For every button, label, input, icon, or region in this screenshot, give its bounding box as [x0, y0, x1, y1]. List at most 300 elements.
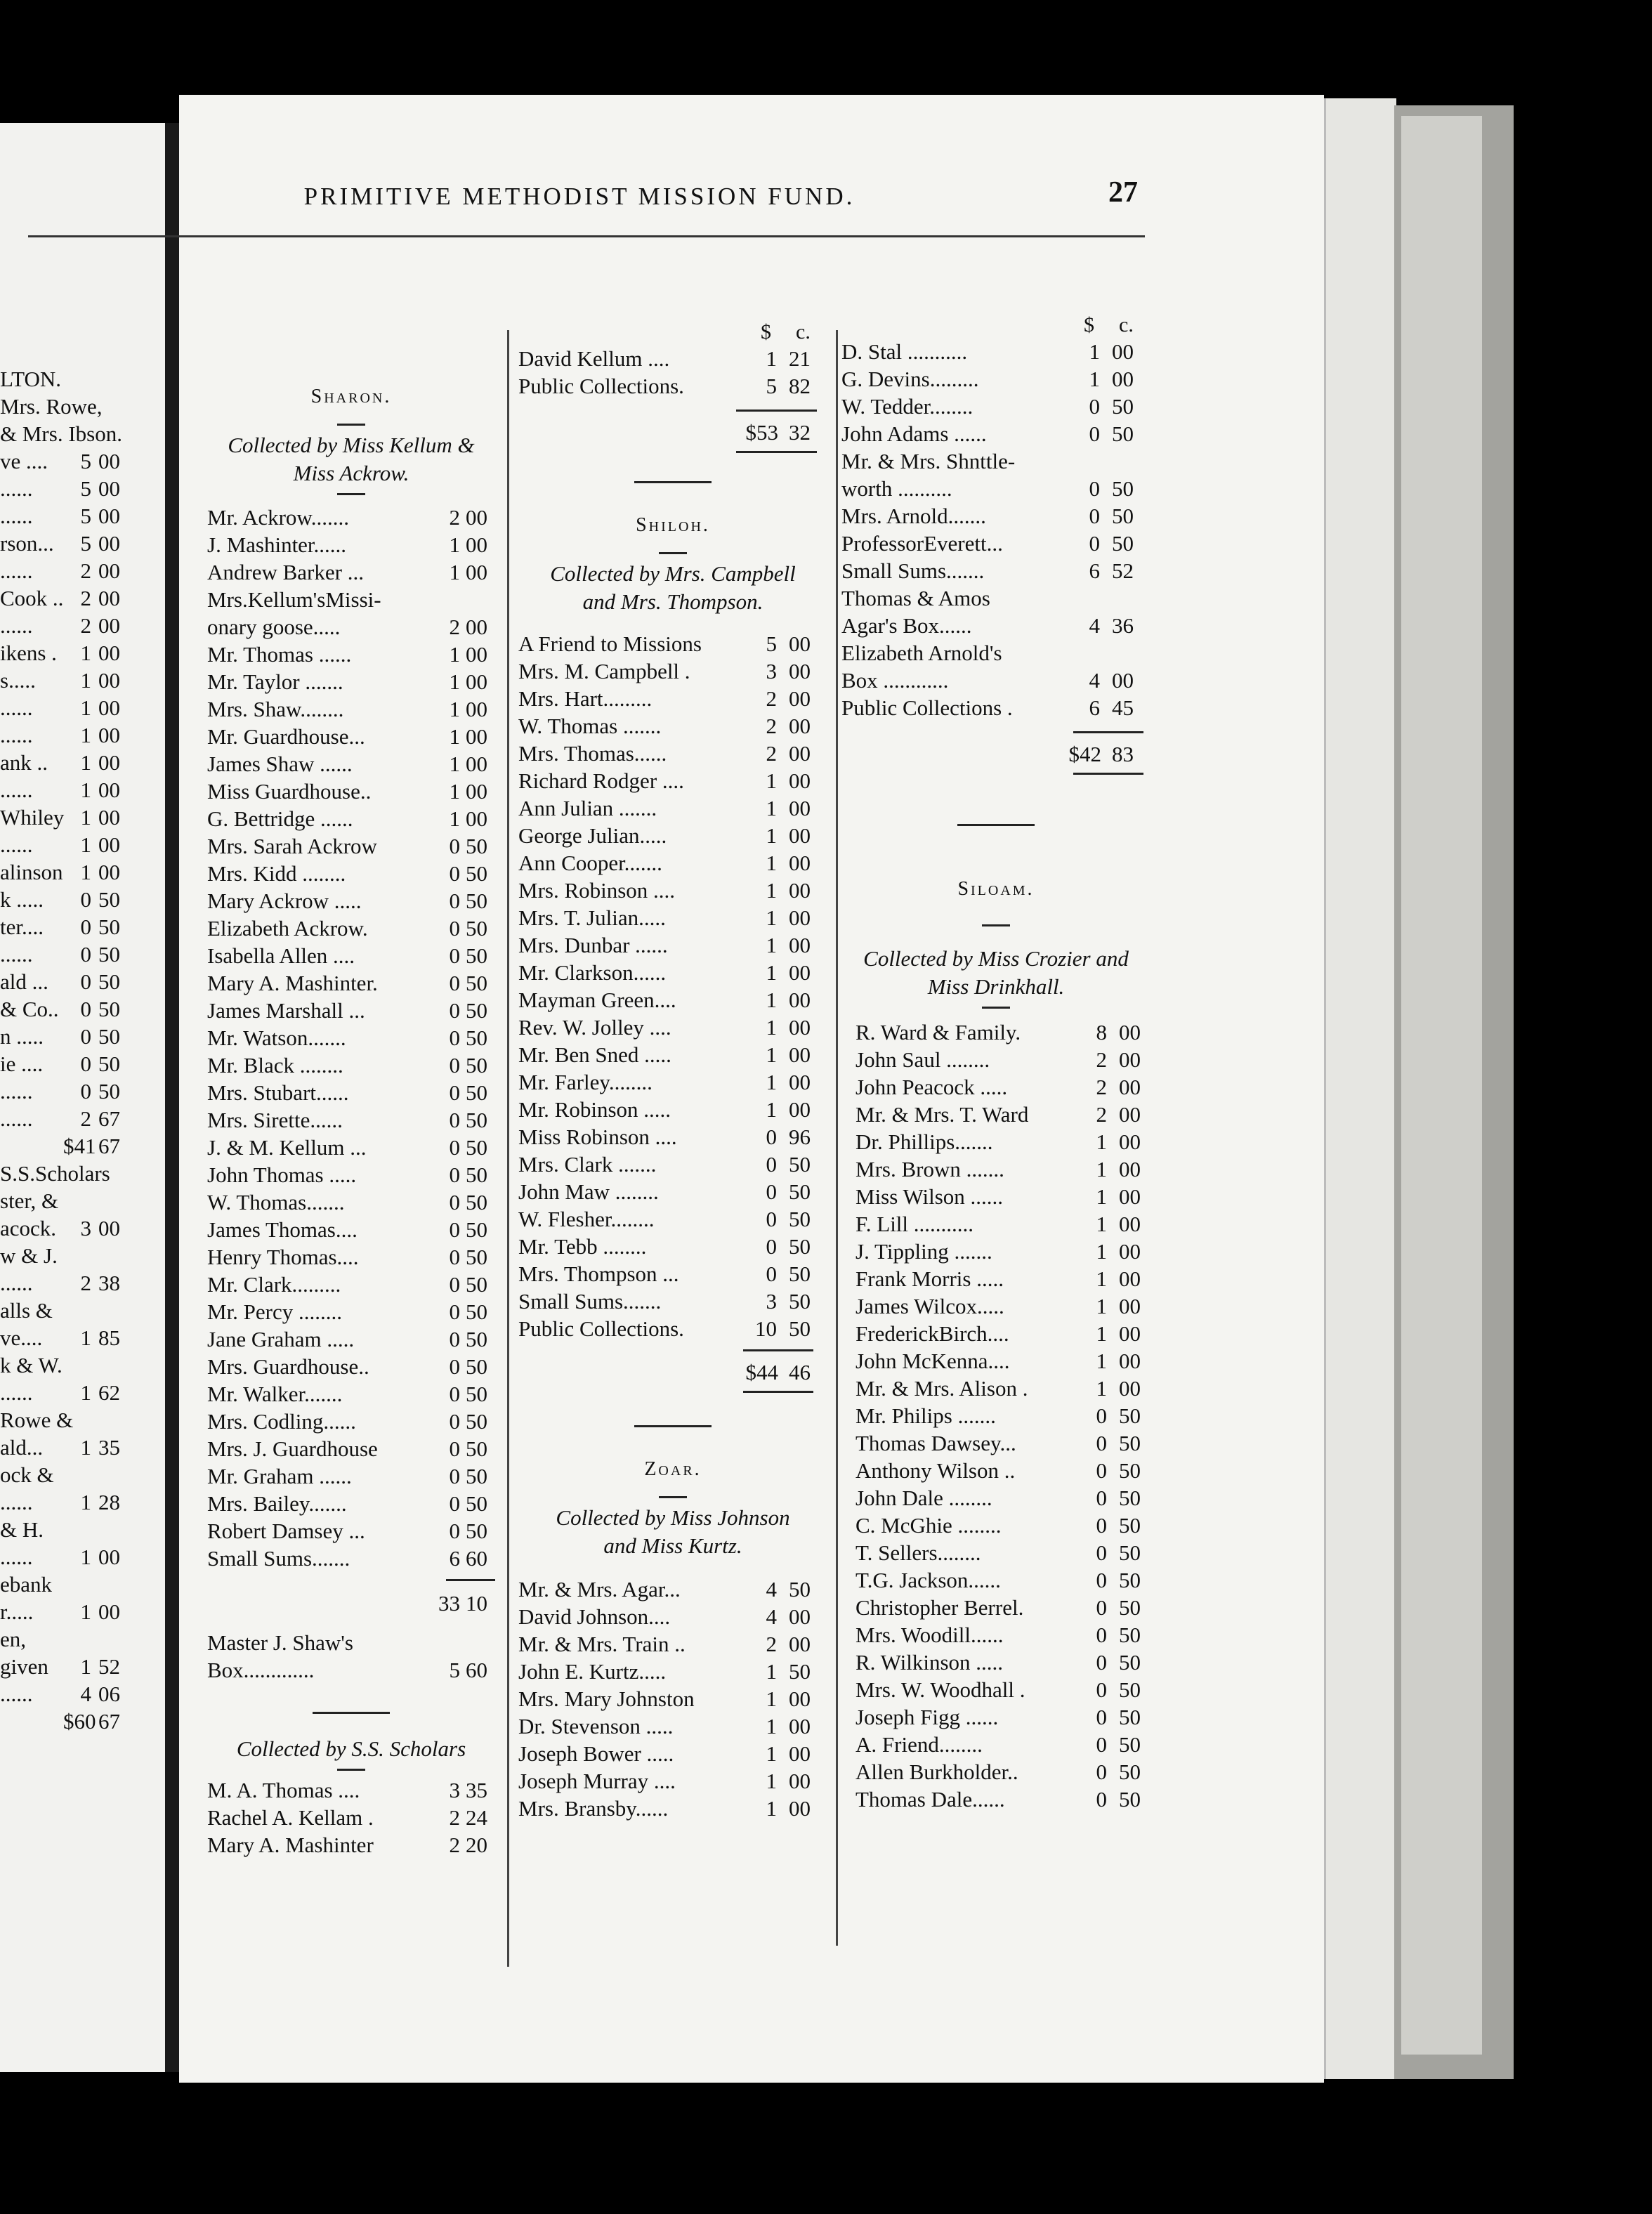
ledger-entry — [518, 849, 827, 877]
unit-dollar: $ — [761, 320, 771, 343]
entry-dollars: 0 — [449, 1217, 460, 1242]
entry-cents: 50 — [466, 1162, 487, 1187]
fragment-text: & Mrs. Ibson. — [0, 421, 122, 446]
entry-dollars: 1 — [1089, 339, 1100, 364]
fragment-cents: 00 — [98, 586, 120, 610]
entry-cents: 00 — [789, 960, 811, 985]
fragment-text: ...... — [0, 558, 33, 583]
ledger-entry — [207, 1079, 495, 1106]
ledger-entry — [855, 1649, 1150, 1676]
entry-name: Small Sums....... — [841, 558, 985, 583]
entry-name: J. Tippling ....... — [855, 1239, 992, 1264]
fragment-line — [0, 1379, 165, 1406]
sum-rule — [743, 1349, 813, 1351]
fragment-dollars: 1 — [80, 750, 91, 775]
ledger-entry — [207, 558, 495, 586]
ledger-entry — [207, 969, 495, 997]
ledger-entry — [207, 1024, 495, 1052]
ledger-entry — [207, 1380, 495, 1408]
entry-name: Mrs. Shaw........ — [207, 697, 344, 721]
ledger-entry — [841, 502, 1150, 530]
entry-cents: 00 — [466, 752, 487, 776]
entry-cents: 50 — [466, 1299, 487, 1324]
entry-name: Public Collections. — [518, 1316, 684, 1341]
ledger-entry — [518, 1096, 827, 1123]
fragment-cents: 00 — [98, 613, 120, 638]
fragment-line — [0, 1680, 165, 1708]
entry-name: Rachel A. Kellam . — [207, 1805, 374, 1830]
entry-cents: 21 — [789, 346, 811, 371]
units-header — [518, 320, 827, 345]
entry-dollars: 0 — [449, 1519, 460, 1543]
fragment-line — [0, 721, 165, 749]
fragment-text: w & J. — [0, 1243, 58, 1268]
entry-name: Jane Graham ..... — [207, 1327, 355, 1351]
entry-name: Mrs. Guardhouse.. — [207, 1354, 369, 1379]
entry-dollars: 0 — [1096, 1650, 1107, 1675]
entry-cents: 00 — [789, 1097, 811, 1122]
entry-name: Mrs. Brown ....... — [855, 1157, 1004, 1181]
entry-name: W. Thomas ....... — [518, 714, 662, 738]
entry-dollars: 0 — [1096, 1540, 1107, 1565]
collected-by-shiloh: Collected by Mrs. Campbell and Mrs. Thompson. — [550, 561, 796, 614]
fragment-cents: 00 — [98, 695, 120, 720]
entry-cents: 00 — [1119, 1239, 1141, 1264]
entry-dollars: 0 — [766, 1179, 777, 1204]
ledger-entry — [207, 586, 495, 613]
entry-cents: 00 — [789, 1015, 811, 1040]
entry-name: Mr. Clark......... — [207, 1272, 341, 1297]
entry-cents: 00 — [466, 560, 487, 584]
entry-dollars: 10 — [755, 1316, 777, 1341]
fragment-line — [0, 995, 165, 1023]
entry-dollars: 1 — [766, 851, 777, 875]
ledger-entry — [855, 1703, 1150, 1731]
fragment-line — [0, 1050, 165, 1077]
fragment-text: ock & — [0, 1462, 54, 1487]
short-rule — [337, 1769, 365, 1771]
entry-dollars: 1 — [1096, 1294, 1107, 1318]
ledger-entry — [841, 584, 1150, 612]
fragment-text: LTON. — [0, 367, 61, 391]
fragment-text: ...... — [0, 504, 33, 528]
ledger-entry — [855, 1566, 1150, 1594]
fragment-line — [0, 886, 165, 913]
entry-name: John Thomas ..... — [207, 1162, 357, 1187]
entry-name: Agar's Box...... — [841, 613, 972, 638]
fragment-cents: 67 — [98, 1709, 120, 1734]
fragment-dollars: 1 — [80, 1599, 91, 1624]
entry-name: Mrs. Kidd ........ — [207, 861, 346, 886]
ledger-entry — [207, 1298, 495, 1325]
fragment-text: en, — [0, 1627, 27, 1651]
fragment-text: S.S.Scholars — [0, 1161, 110, 1186]
sum-rule — [736, 451, 817, 453]
ledger-entry — [207, 750, 495, 778]
fragment-line — [0, 1187, 165, 1214]
fragment-line — [0, 365, 165, 393]
fragment-dollars: 0 — [80, 915, 91, 939]
entry-cents: 00 — [1119, 1376, 1141, 1401]
entry-dollars: 0 — [1089, 421, 1100, 446]
ledger-entry — [207, 1271, 495, 1298]
entry-name: J. Mashinter...... — [207, 532, 347, 557]
entry-cents: 50 — [466, 971, 487, 995]
entry-dollars: 0 — [449, 1491, 460, 1516]
fragment-dollars: 3 — [80, 1216, 91, 1240]
entry-name: Mrs. Sarah Ackrow — [207, 834, 377, 858]
ledger-entry — [855, 1402, 1150, 1429]
entry-name: Mr. Taylor ....... — [207, 669, 343, 694]
ledger-entry — [518, 959, 827, 986]
fragment-text: given — [0, 1654, 48, 1679]
entry-cents: 60 — [466, 1546, 487, 1571]
entry-cents: 50 — [466, 1409, 487, 1434]
fragment-line — [0, 1598, 165, 1625]
fragment-text: ...... — [0, 942, 33, 967]
total-row — [518, 417, 827, 448]
column-divider — [836, 330, 838, 1946]
short-rule — [337, 424, 365, 426]
fragment-text: ie .... — [0, 1052, 44, 1076]
entry-cents: 50 — [466, 943, 487, 968]
entry-dollars: 1 — [1096, 1212, 1107, 1236]
fragment-line — [0, 1516, 165, 1543]
entry-cents: 00 — [1119, 1075, 1141, 1099]
entry-dollars: 0 — [449, 1162, 460, 1187]
entry-dollars: 0 — [1096, 1787, 1107, 1812]
fragment-dollars: 0 — [80, 1079, 91, 1103]
entry-name: Mr. Watson....... — [207, 1026, 346, 1050]
entry-name: Master J. Shaw's — [207, 1630, 353, 1655]
fragment-line — [0, 1461, 165, 1488]
entry-name: Mr. Walker....... — [207, 1382, 343, 1406]
ledger-entry — [518, 1123, 827, 1151]
entry-dollars: 1 — [766, 1741, 777, 1766]
sum-rule — [1073, 731, 1143, 733]
ledger-entry — [841, 530, 1150, 557]
short-rule — [659, 1496, 687, 1498]
fragment-cents: 62 — [98, 1380, 120, 1405]
entry-dollars: 2 — [449, 505, 460, 530]
fragment-line — [0, 420, 165, 447]
ledger-entry — [207, 695, 495, 723]
entry-cents: 00 — [789, 659, 811, 683]
col2-top-entries — [518, 345, 827, 400]
entry-name: Mrs. Bailey....... — [207, 1491, 347, 1516]
subtotal-row — [207, 1588, 495, 1619]
ledger-entry — [207, 1216, 495, 1243]
entry-cents: 00 — [466, 779, 487, 804]
entry-dollars: 1 — [766, 1796, 777, 1821]
fragment-line — [0, 1653, 165, 1680]
section-separator — [634, 1425, 712, 1427]
ledger-entry — [518, 372, 827, 400]
entry-cents: 00 — [466, 806, 487, 831]
entry-dollars: 0 — [449, 1327, 460, 1351]
fragment-cents: 00 — [98, 1599, 120, 1624]
ledger-entry — [855, 1292, 1150, 1320]
entry-name: Mrs. Arnold....... — [841, 504, 986, 528]
total-cents: 83 — [1112, 742, 1134, 766]
ledger-entry — [207, 1545, 495, 1572]
ledger-entry — [518, 657, 827, 685]
entry-name: Mrs. Stubart...... — [207, 1080, 349, 1105]
entry-name: Mrs.Kellum'sMissi- — [207, 587, 381, 612]
ledger-entry — [518, 740, 827, 767]
fragment-line — [0, 1434, 165, 1461]
entry-dollars: 0 — [766, 1152, 777, 1177]
entry-cents: 00 — [789, 631, 811, 656]
entry-name: Ann Julian ....... — [518, 796, 657, 820]
entry-cents: 50 — [1119, 1486, 1141, 1510]
entry-cents: 50 — [789, 1207, 811, 1231]
fragment-dollars: 5 — [80, 504, 91, 528]
entry-name: Isabella Allen .... — [207, 943, 355, 968]
ledger-entry — [518, 1630, 827, 1658]
book-cover-inner — [1401, 116, 1482, 2055]
fragment-line — [0, 858, 165, 886]
entry-name: Mr. & Mrs. Alison . — [855, 1376, 1028, 1401]
ledger-entry — [518, 1740, 827, 1767]
entry-cents: 00 — [789, 1796, 811, 1821]
entry-dollars: 1 — [1096, 1376, 1107, 1401]
entry-cents: 52 — [1112, 558, 1134, 583]
fragment-text: r..... — [0, 1599, 34, 1624]
fragment-dollars: 5 — [80, 449, 91, 473]
entry-dollars: 0 — [449, 1409, 460, 1434]
entry-cents: 00 — [1119, 1266, 1141, 1291]
entry-cents: 50 — [466, 1519, 487, 1543]
collected-by-siloam: Collected by Miss Crozier and Miss Drinkhall. — [863, 946, 1129, 999]
ledger-entry — [855, 1320, 1150, 1347]
entry-cents: 50 — [466, 998, 487, 1023]
fragment-line — [0, 1625, 165, 1653]
entry-dollars: 1 — [766, 1015, 777, 1040]
ledger-entry — [855, 1375, 1150, 1402]
fragment-text: ikens . — [0, 641, 57, 665]
entry-dollars: 0 — [449, 1108, 460, 1132]
entry-name: Andrew Barker ... — [207, 560, 364, 584]
entry-cents: 50 — [1119, 1705, 1141, 1729]
entry-dollars: 1 — [1096, 1321, 1107, 1346]
fragment-text: & Co.. — [0, 997, 59, 1021]
fragment-line — [0, 831, 165, 858]
entry-cents: 00 — [789, 933, 811, 957]
ledger-entry — [518, 1178, 827, 1205]
total-dollars: $44 — [745, 1360, 778, 1384]
entry-cents: 00 — [466, 615, 487, 639]
fragment-text: ...... — [0, 1545, 33, 1569]
ledger-entry — [841, 338, 1150, 365]
fragment-dollars: 1 — [80, 723, 91, 747]
entry-dollars: 1 — [766, 1769, 777, 1793]
ledger-entry — [855, 1155, 1150, 1183]
ledger-entry — [855, 1676, 1150, 1703]
ledger-entry — [855, 1512, 1150, 1539]
entry-dollars: 1 — [766, 1659, 777, 1684]
entry-cents: 50 — [1112, 421, 1134, 446]
entry-dollars: 4 — [766, 1604, 777, 1629]
ledger-entry — [518, 685, 827, 712]
entry-dollars: 0 — [449, 1436, 460, 1461]
entry-name: Mr. Farley........ — [518, 1070, 653, 1094]
fragment-cents: 50 — [98, 997, 120, 1021]
column-shiloh-zoar — [518, 320, 827, 1822]
subtotal-dollars: 33 — [438, 1591, 460, 1616]
ledger-entry — [855, 1758, 1150, 1786]
entry-dollars: 1 — [766, 1042, 777, 1067]
entry-name: Robert Damsey ... — [207, 1519, 365, 1543]
left-page-fragment — [0, 123, 165, 2072]
entry-dollars: 0 — [449, 1053, 460, 1077]
entry-name: Mr. Robinson ..... — [518, 1097, 671, 1122]
entry-name: Mrs. Codling...... — [207, 1409, 356, 1434]
ledger-entry — [518, 345, 827, 372]
fragment-line — [0, 639, 165, 667]
fragment-text: Whiley — [0, 805, 65, 830]
entry-dollars: 5 — [449, 1658, 460, 1682]
entry-cents: 36 — [1112, 613, 1134, 638]
entry-cents: 00 — [789, 851, 811, 875]
fragment-dollars: 1 — [80, 832, 91, 857]
fragment-dollars: 5 — [80, 476, 91, 501]
fragment-text: ...... — [0, 695, 33, 720]
entry-name: Ann Cooper....... — [518, 851, 662, 875]
entry-cents: 00 — [466, 642, 487, 667]
short-rule — [659, 552, 687, 554]
fragment-text: ve .... — [0, 449, 48, 473]
entry-dollars: 1 — [766, 988, 777, 1012]
entry-dollars: 4 — [1089, 668, 1100, 693]
fragment-text: ...... — [0, 723, 33, 747]
entry-cents: 00 — [1119, 1020, 1141, 1044]
entry-dollars: 0 — [449, 916, 460, 941]
entry-name: Public Collections. — [518, 374, 684, 398]
fragment-cents: 00 — [98, 449, 120, 473]
fragment-text: ...... — [0, 476, 33, 501]
fragment-line — [0, 1324, 165, 1351]
entry-name: Public Collections . — [841, 695, 1013, 720]
fragment-dollars: 4 — [80, 1682, 91, 1706]
fragment-cents: 50 — [98, 969, 120, 994]
entry-name: Joseph Figg ...... — [855, 1705, 999, 1729]
fragment-dollars: 1 — [80, 860, 91, 884]
ledger-entry — [207, 504, 495, 531]
fragment-line — [0, 502, 165, 530]
ledger-entry — [855, 1018, 1150, 1046]
fragment-dollars: $41 — [63, 1134, 96, 1158]
fragment-line — [0, 1023, 165, 1050]
entry-dollars: 1 — [1096, 1266, 1107, 1291]
entry-name: Mrs. Thompson ... — [518, 1262, 679, 1286]
entry-cents: 50 — [1119, 1623, 1141, 1647]
fragment-dollars: 1 — [80, 1325, 91, 1350]
entry-dollars: 2 — [449, 1833, 460, 1857]
fragment-cents: 00 — [98, 805, 120, 830]
entry-name: Anthony Wilson .. — [855, 1458, 1016, 1483]
entry-cents: 50 — [466, 1436, 487, 1461]
sum-rule — [446, 1579, 495, 1581]
entry-dollars: 1 — [766, 1097, 777, 1122]
ledger-entry — [855, 1265, 1150, 1292]
ledger-entry — [841, 447, 1150, 475]
entry-dollars: 2 — [766, 1632, 777, 1656]
entry-cents: 00 — [789, 796, 811, 820]
entry-cents: 00 — [789, 1741, 811, 1766]
entry-cents: 00 — [789, 741, 811, 766]
entry-cents: 50 — [1119, 1595, 1141, 1620]
entry-name: Miss Robinson .... — [518, 1125, 677, 1149]
entry-cents: 50 — [466, 916, 487, 941]
entry-name: M. A. Thomas .... — [207, 1778, 360, 1802]
ledger-entry — [207, 1462, 495, 1490]
fragment-dollars: 0 — [80, 1052, 91, 1076]
column-divider — [507, 330, 509, 1967]
entry-name: Mrs. Sirette...... — [207, 1108, 343, 1132]
entry-dollars: 0 — [449, 943, 460, 968]
entry-dollars: 1 — [449, 532, 460, 557]
entry-dollars: 0 — [1096, 1568, 1107, 1592]
entry-dollars: 0 — [449, 1354, 460, 1379]
fragment-text: ...... — [0, 1490, 33, 1514]
ledger-entry — [207, 1188, 495, 1216]
fragment-line — [0, 1242, 165, 1269]
fragment-cents: 00 — [98, 1216, 120, 1240]
ledger-entry — [855, 1073, 1150, 1101]
col3-top-entries — [841, 338, 1150, 721]
fragment-line — [0, 1297, 165, 1324]
fragment-text: k ..... — [0, 887, 44, 912]
entry-cents: 50 — [466, 1217, 487, 1242]
unit-cents: c. — [1119, 313, 1134, 336]
fragment-text: ...... — [0, 778, 33, 802]
fragment-text: ster, & — [0, 1188, 59, 1213]
entry-name: Mr. Clarkson...... — [518, 960, 667, 985]
total-dollars: $53 — [745, 420, 778, 445]
entry-name: Mrs. Hart......... — [518, 686, 653, 711]
entry-cents: 00 — [1119, 1157, 1141, 1181]
entry-cents: 50 — [1119, 1540, 1141, 1565]
section-separator — [634, 481, 712, 483]
fragment-text: alinson — [0, 860, 63, 884]
scholars-entries — [207, 1776, 495, 1859]
entry-dollars: 1 — [449, 642, 460, 667]
entry-dollars: 2 — [1096, 1102, 1107, 1127]
entry-name: T. Sellers........ — [855, 1540, 981, 1565]
ledger-entry — [518, 1260, 827, 1288]
fragment-line — [0, 749, 165, 776]
entry-cents: 50 — [466, 1272, 487, 1297]
unit-dollar: $ — [1084, 313, 1094, 336]
entry-name: John Dale ........ — [855, 1486, 992, 1510]
section-separator — [313, 1712, 390, 1714]
entry-cents: 50 — [1119, 1650, 1141, 1675]
entry-dollars: 1 — [766, 1714, 777, 1738]
fragment-line — [0, 584, 165, 612]
fragment-cents: 00 — [98, 832, 120, 857]
section-title-zoar: Zoar. — [644, 1458, 702, 1480]
fragment-dollars: 1 — [80, 641, 91, 665]
entry-cents: 50 — [466, 1135, 487, 1160]
entry-dollars: 0 — [1089, 531, 1100, 556]
ledger-entry — [518, 630, 827, 657]
ledger-entry — [855, 1786, 1150, 1813]
entry-name: G. Devins......... — [841, 367, 979, 391]
collected-by-zoar: Collected by Miss Johnson and Miss Kurtz. — [556, 1505, 790, 1558]
entry-name: Mayman Green.... — [518, 988, 676, 1012]
entry-name: W. Flesher........ — [518, 1207, 655, 1231]
